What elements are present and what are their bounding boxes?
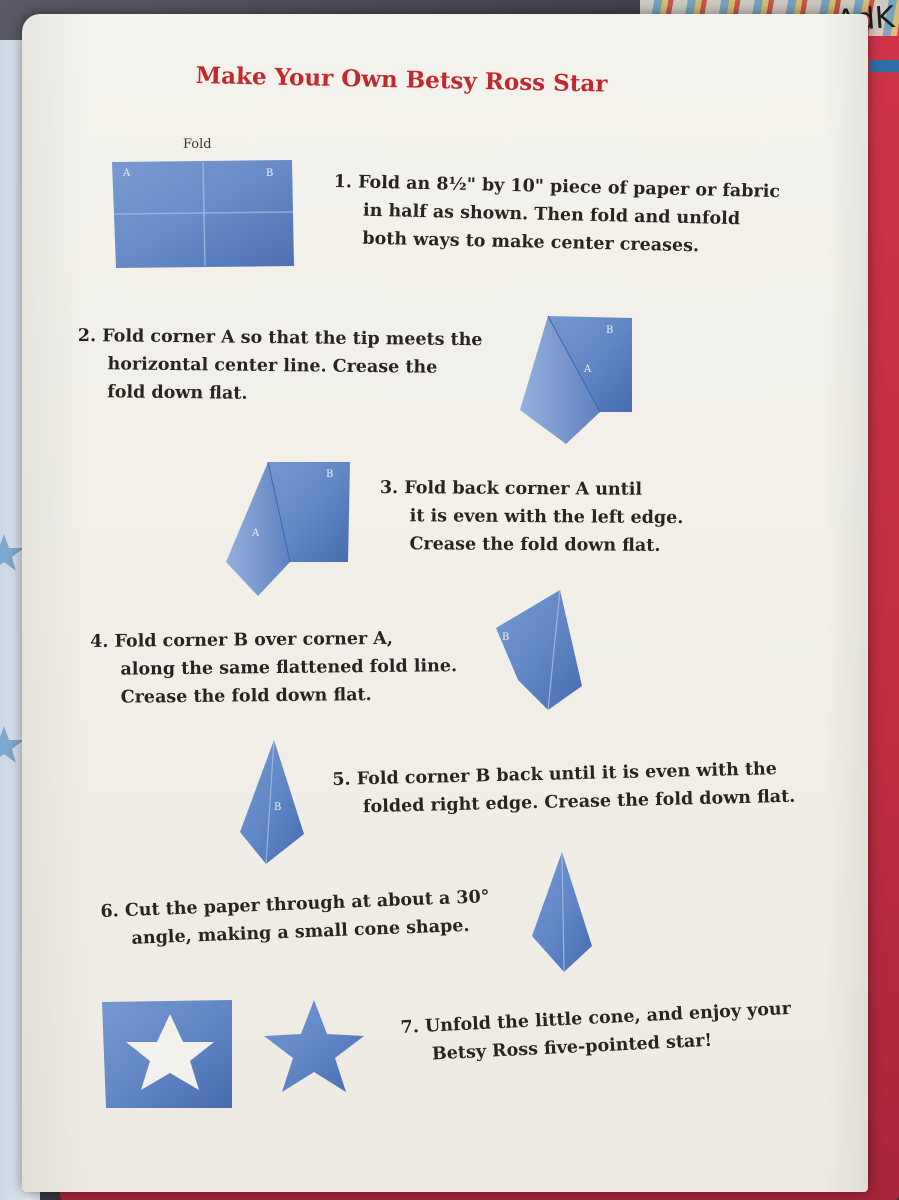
step-text: both ways to make center creases. — [362, 228, 700, 257]
step-text: Betsy Ross five-pointed star! — [431, 1030, 713, 1065]
corner-b-label: B — [606, 325, 614, 336]
step-text: Cut the paper through at about a 30° — [124, 887, 490, 922]
step-2 — [77, 322, 483, 410]
star-cutout-and-star-step-7 — [102, 1000, 364, 1108]
corner-a-label: A — [252, 528, 260, 539]
corner-b-label: B — [266, 168, 274, 179]
step-text: Fold an 8½" by 10" piece of paper or fabric — [357, 172, 781, 203]
corner-b-fold-step-4 — [496, 590, 582, 710]
folded-rectangle-step-1 — [112, 160, 294, 268]
small-cone-step-6 — [532, 852, 592, 972]
corner-b-label: B — [274, 802, 282, 813]
step-number: 5. — [332, 769, 351, 790]
corner-a-fold-step-2 — [520, 316, 632, 444]
step-text: angle, making a small cone shape. — [131, 915, 470, 949]
step-number: 6. — [100, 901, 120, 922]
step-text: it is even with the left edge. — [409, 506, 684, 529]
step-text: Crease the fold down flat. — [120, 685, 372, 708]
corner-a-label: A — [123, 168, 131, 179]
corner-b-label: B — [326, 469, 334, 480]
step-number: 7. — [400, 1017, 420, 1038]
step-text: Fold corner B over corner A, — [114, 628, 394, 652]
step-number: 1. — [333, 171, 353, 193]
step-text: along the same flattened fold line. — [120, 656, 458, 680]
corner-a-back-fold-step-3 — [226, 462, 350, 596]
step-1 — [332, 168, 780, 262]
step-text: Unfold the little cone, and enjoy your — [424, 998, 792, 1037]
step-number: 3. — [379, 477, 399, 499]
step-5 — [332, 755, 796, 822]
step-text: Fold corner B back until it is even with the — [356, 759, 778, 790]
corner-a-label: A — [584, 364, 592, 375]
step-number: 2. — [77, 325, 97, 347]
step-text: folded right edge. Crease the fold down flat. — [362, 786, 796, 818]
step-text: Fold corner A so that the tip meets the — [102, 326, 483, 351]
corner-b-back-fold-step-5 — [240, 740, 304, 864]
step-text: Fold back corner A until — [404, 478, 643, 500]
fold-label: Fold — [183, 137, 212, 152]
page-title: Make Your Own Betsy Ross Star — [195, 62, 608, 98]
step-text: horizontal center line. Crease the — [107, 354, 438, 378]
step-4 — [90, 624, 458, 712]
blue-star-icon — [264, 1000, 364, 1092]
step-text: Crease the fold down flat. — [409, 534, 661, 556]
corner-b-label: B — [502, 632, 510, 643]
step-3 — [379, 474, 683, 560]
step-text: fold down flat. — [107, 382, 248, 404]
step-text: in half as shown. Then fold and unfold — [362, 200, 741, 230]
step-number: 4. — [90, 631, 109, 652]
